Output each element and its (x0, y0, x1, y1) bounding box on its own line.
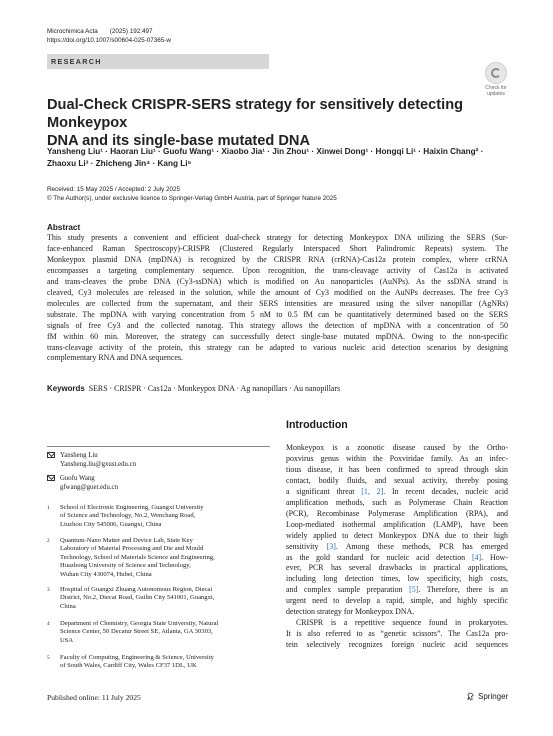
introduction-heading: Introduction (286, 419, 348, 431)
affiliation-number: 3 (47, 587, 50, 593)
intro-line: tein selectively recognizes foreign nucleic acid sequences (286, 640, 508, 650)
intro-text-span: as the gold standard for nucleic acid detection (286, 552, 472, 562)
intro-text-span: ever, PCR has several drawbacks in practical applications, (286, 563, 508, 573)
affiliation-line: Laboratory of Material Processing and Die and Mould (60, 545, 204, 553)
corresponding-author-email[interactable]: Yansheng.liu@gxust.edu.cn (60, 461, 136, 468)
intro-text-span: poxvirus genus within the Poxviridae family. As an infec- (286, 453, 508, 463)
keywords-line (47, 384, 340, 393)
intro-text-span: detection strategy for Monkeypox DNA. (286, 607, 415, 617)
abstract-line: substrate. The mpDNA with varying concentration from 5 nM to 0.5 fM can be quantitatively determined based on the SERS (47, 309, 508, 319)
intro-line (286, 454, 508, 465)
published-online-date: Published online: 11 July 2025 (47, 693, 141, 702)
intro-line (286, 563, 508, 574)
abstract-line: This study presents a convenient and efficient dual-check strategy for detecting Monkeypox DNA utilizing the SERS (Sur- (47, 233, 508, 242)
doi-link[interactable]: https://doi.org/10.1007/s00604-025-07365-w (47, 37, 171, 44)
corresponding-author-name: Guofu Wang (60, 475, 95, 482)
keywords-label: Keywords (47, 384, 85, 393)
publisher-logo (466, 692, 508, 701)
intro-text-span: sensitivity (286, 541, 327, 551)
abstract-line: fM within 60 min. Moreover, the strategy can successfully detect single-base mutated mpDNA. Owing to the non-specific (47, 331, 508, 341)
keywords-list: SERS · CRISPR · Cas12a · Monkeypox DNA · Ag nanopillars · Au nanopillars (88, 384, 341, 393)
intro-text-span: including long detection times, low specificity, high costs, (286, 574, 508, 584)
corresponding-author-name: Yansheng Liu (60, 452, 98, 459)
corresponding-author-email[interactable]: gfwang@guet.edu.cn (60, 484, 118, 491)
envelope-icon (47, 475, 55, 481)
envelope-icon (47, 452, 55, 458)
affiliation-line: Hospital of Guangxi Zhuang Autonomous Region, Diecai (60, 586, 213, 593)
abstract-line: molecules are collected from the supernatant, and their SERS intensities are measured using the silver nanopillar (AgNRs) (47, 298, 508, 308)
intro-text-span: . In recent decades, nucleic acid (383, 486, 508, 496)
article-dates (47, 186, 337, 203)
check-updates-icon (485, 62, 507, 84)
intro-line (286, 553, 508, 564)
intro-line (286, 465, 508, 476)
affiliation-line: Liuzhou City 545006, Guangxi, China (60, 520, 162, 528)
intro-text-span: tious disease, it has been confirmed to spread through skin (286, 464, 508, 474)
affiliation-line: Department of Chemistry, Georgia State University, Natural (60, 620, 219, 627)
abstract-line: and trans-cleaves the probe DNA (Cy3-ssDNA) which is modified on Au nanoparticles (AuNPs). As the ssDNA strand is (47, 276, 508, 286)
affiliation-line: Huazhong University of Science and Technology, (60, 562, 191, 570)
affiliation-line: Quantum-Nano Matter and Device Lab, State Key (60, 537, 193, 544)
check-updates-line1: Check for (485, 85, 507, 91)
affiliation-line: District, No.2, Diecai Road, Guilin City 541001, Guangxi, (60, 594, 215, 602)
intro-line (286, 498, 508, 509)
intro-text-span: urgent need to develop a rapid, simple, and highly specific (286, 596, 508, 606)
intro-text-span: amplification methods, such as Polymerase Chain Reaction (286, 497, 508, 507)
intro-line (286, 542, 508, 553)
authors-line: Zhaoxu Li³ · Zhicheng Jin⁴ · Kang Li⁵ (47, 159, 192, 168)
article-title (47, 96, 487, 150)
intro-text-span: widely applied to detect Monkeypox DNA due to their high (286, 530, 508, 540)
citation-link[interactable]: [5] (409, 585, 419, 595)
citation-link[interactable]: [4] (471, 552, 482, 562)
affiliation-line: of South Wales, Cardiff City, Wales CF37 1DL, UK (60, 662, 197, 670)
citation-link[interactable]: [1, 2] (361, 486, 384, 496)
received-accepted-dates: Received: 15 May 2025 / Accepted: 2 July 2025 (47, 186, 181, 193)
abstract-line: Monkeypox plasmid DNA (mpDNA) is recognized by the CRISPR RNA (crRNA)-Cas12a protein complex, where crRNA (47, 254, 508, 264)
publisher-name: Springer (478, 692, 509, 701)
abstract-line: face-enhanced Raman Spectroscopy)-CRISPR (Clustered Regularly Interspaced Short Palindromic Repeats) system. The (47, 243, 508, 253)
affiliation-line: USA (60, 636, 74, 644)
abstract-line: encompasses a targeting complementary sequence. Upon recognition, the trans-cleavage activity of Cas12a is activated (47, 265, 508, 275)
article-type-label: RESEARCH (51, 57, 102, 66)
footnote-divider (47, 446, 270, 447)
journal-name: Microchimica Acta (47, 28, 98, 35)
intro-text-span: (PCR), Recombinase Polymerase Amplification (RPA), and (286, 508, 508, 518)
introduction-body (286, 443, 508, 651)
affiliation-line: China (60, 602, 76, 610)
intro-line: It is also referred to as “genetic scissors”. The Cas12a pro- (286, 629, 508, 639)
intro-line (286, 585, 508, 596)
citation-link[interactable]: [3] (326, 541, 336, 551)
intro-text-span: a significant threat (286, 486, 362, 496)
affiliation-number: 2 (47, 538, 50, 544)
abstract-line: trans-cleavage activity of the protein, this strategy can be adapted to various nucleic acid detection scenarios by designing (47, 342, 508, 352)
abstract-body (47, 233, 508, 364)
intro-line (286, 607, 508, 618)
affiliation-number: 5 (47, 655, 50, 661)
intro-line (286, 596, 508, 607)
intro-line: CRISPR is a repetitive sequence found in prokaryotes. (296, 618, 508, 628)
affiliation-line: Technology, School of Materials Science and Engineering, (60, 553, 215, 561)
journal-volume: (2025) 192:497 (109, 28, 153, 35)
intro-line (286, 574, 508, 585)
intro-text-span: . How- (481, 552, 508, 562)
intro-text-span: . Among these methods, PCR has emerged (335, 541, 509, 551)
affiliation-line: Faculty of Computing, Engineering & Science, University (60, 654, 214, 661)
intro-line (286, 520, 508, 531)
abstract-line: cleaved, Cy3 molecules are released in the solution, while the amount of Cy3 modified on the AuNPs decreases. The free Cy3 (47, 287, 508, 297)
intro-line (286, 476, 508, 487)
affiliation-line: Wuhan City 430074, Hubei, China (60, 570, 152, 578)
intro-line (286, 531, 508, 542)
title-line: DNA and its single-base mutated DNA (47, 133, 310, 149)
intro-line (286, 509, 508, 520)
intro-text-span: . Therefore, there is an (418, 585, 508, 595)
copyright-line: © The Author(s), under exclusive licence to Springer-Verlag GmbH Austria, part of Springer Nature 2025 (47, 194, 337, 202)
check-for-updates-badge[interactable] (482, 62, 510, 100)
intro-text-span: Monkeypox is a zoonotic disease caused by the Ortho- (286, 443, 508, 452)
affiliation-line: of Science and Technology, No.2, Wenchang Road, (60, 512, 196, 520)
intro-line (286, 443, 508, 454)
affiliation-line: Science Center, 50 Decatur Street SE, Atlanta, GA 30303, (60, 628, 213, 636)
affiliation-line: School of Electronic Engineering, Guangxi University (60, 504, 204, 511)
abstract-heading: Abstract (47, 223, 81, 232)
intro-line (286, 487, 508, 498)
check-updates-line2: updates (487, 91, 505, 97)
authors-line: Yansheng Liu¹ · Haoran Liu¹ · Guofu Wang¹ · Xiaobo Jia¹ · Jin Zhou¹ · Xinwei Dong¹ · Hongqi Li¹ · Haixin Chang² · (47, 147, 484, 156)
intro-text-span: contact, bodily fluids, and sexual activity, thereby posing (286, 475, 508, 485)
abstract-line: signals of free Cy3 and the collected nanotag. This strategy allows the detection of mpDNA with a concentration of 50 (47, 320, 508, 330)
intro-text-span: Loop-mediated isothermal amplification (LAMP), have been (286, 519, 508, 529)
affiliation-number: 4 (47, 621, 50, 627)
journal-citation-line (47, 28, 164, 35)
affiliation-number: 1 (47, 505, 50, 511)
title-line: Dual-Check CRISPR-SERS strategy for sensitively detecting Monkeypox (47, 97, 464, 131)
intro-text-span: and complex sample preparation (286, 585, 410, 595)
author-list (47, 146, 507, 170)
abstract-line: complementary RNA and DNA sequences. (47, 353, 184, 363)
springer-horse-icon (466, 692, 475, 701)
